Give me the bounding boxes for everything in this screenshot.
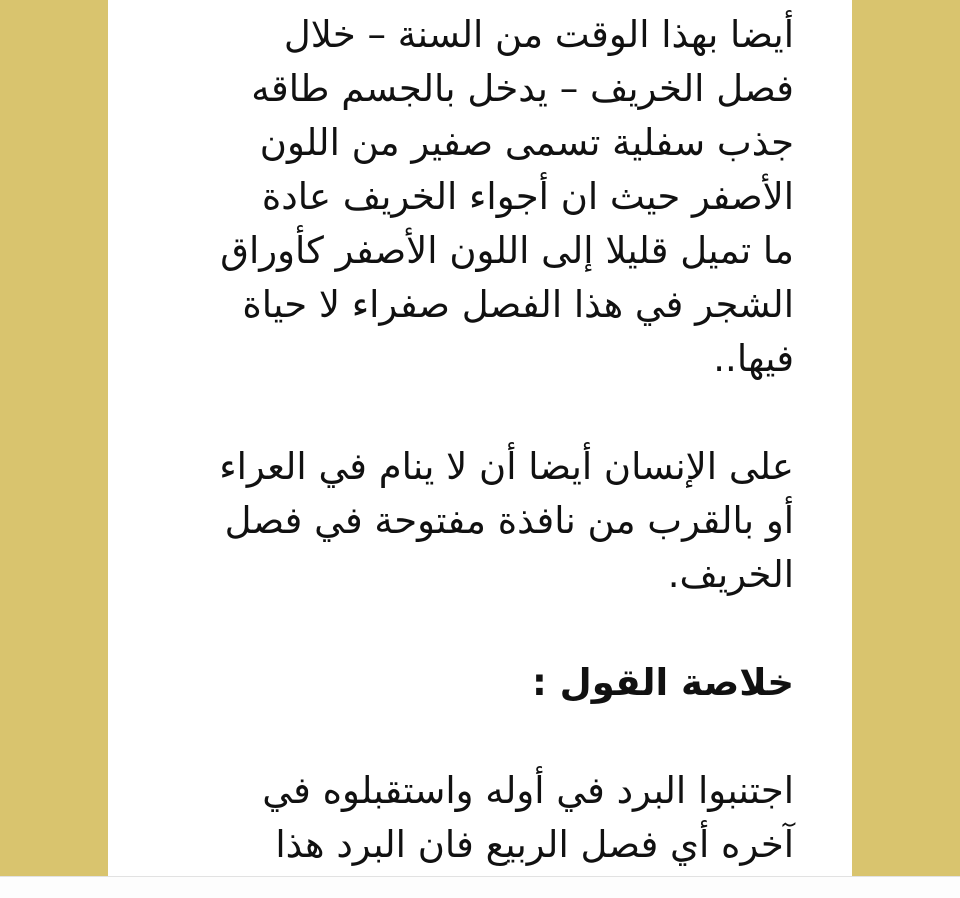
paragraph-sleep-advice: على الإنسان أيضا أن لا ينام في العراء أو بالقرب من نافذة مفتوحة في فصل الخريف. <box>219 445 794 596</box>
article-body <box>154 8 794 872</box>
document-page <box>108 0 852 876</box>
paragraph-autumn-energy: أيضا بهذا الوقت من السنة – خلال فصل الخريف – يدخل بالجسم طاقه جذب سفلية تسمى صفير من اللون الأصفر حيث ان أجواء الخريف عادة ما تميل قليلا إلى اللون الأصفر كأوراق الشجر في هذا الفصل صفراء لا حياة فيها.. <box>220 13 794 380</box>
bottom-strip <box>0 876 960 898</box>
paragraph-summary: اجتنبوا البرد في أوله واستقبلوه في آخره أي فصل الربيع فان البرد هذا <box>262 769 794 866</box>
summary-heading: خلاصة القول : <box>531 661 794 704</box>
